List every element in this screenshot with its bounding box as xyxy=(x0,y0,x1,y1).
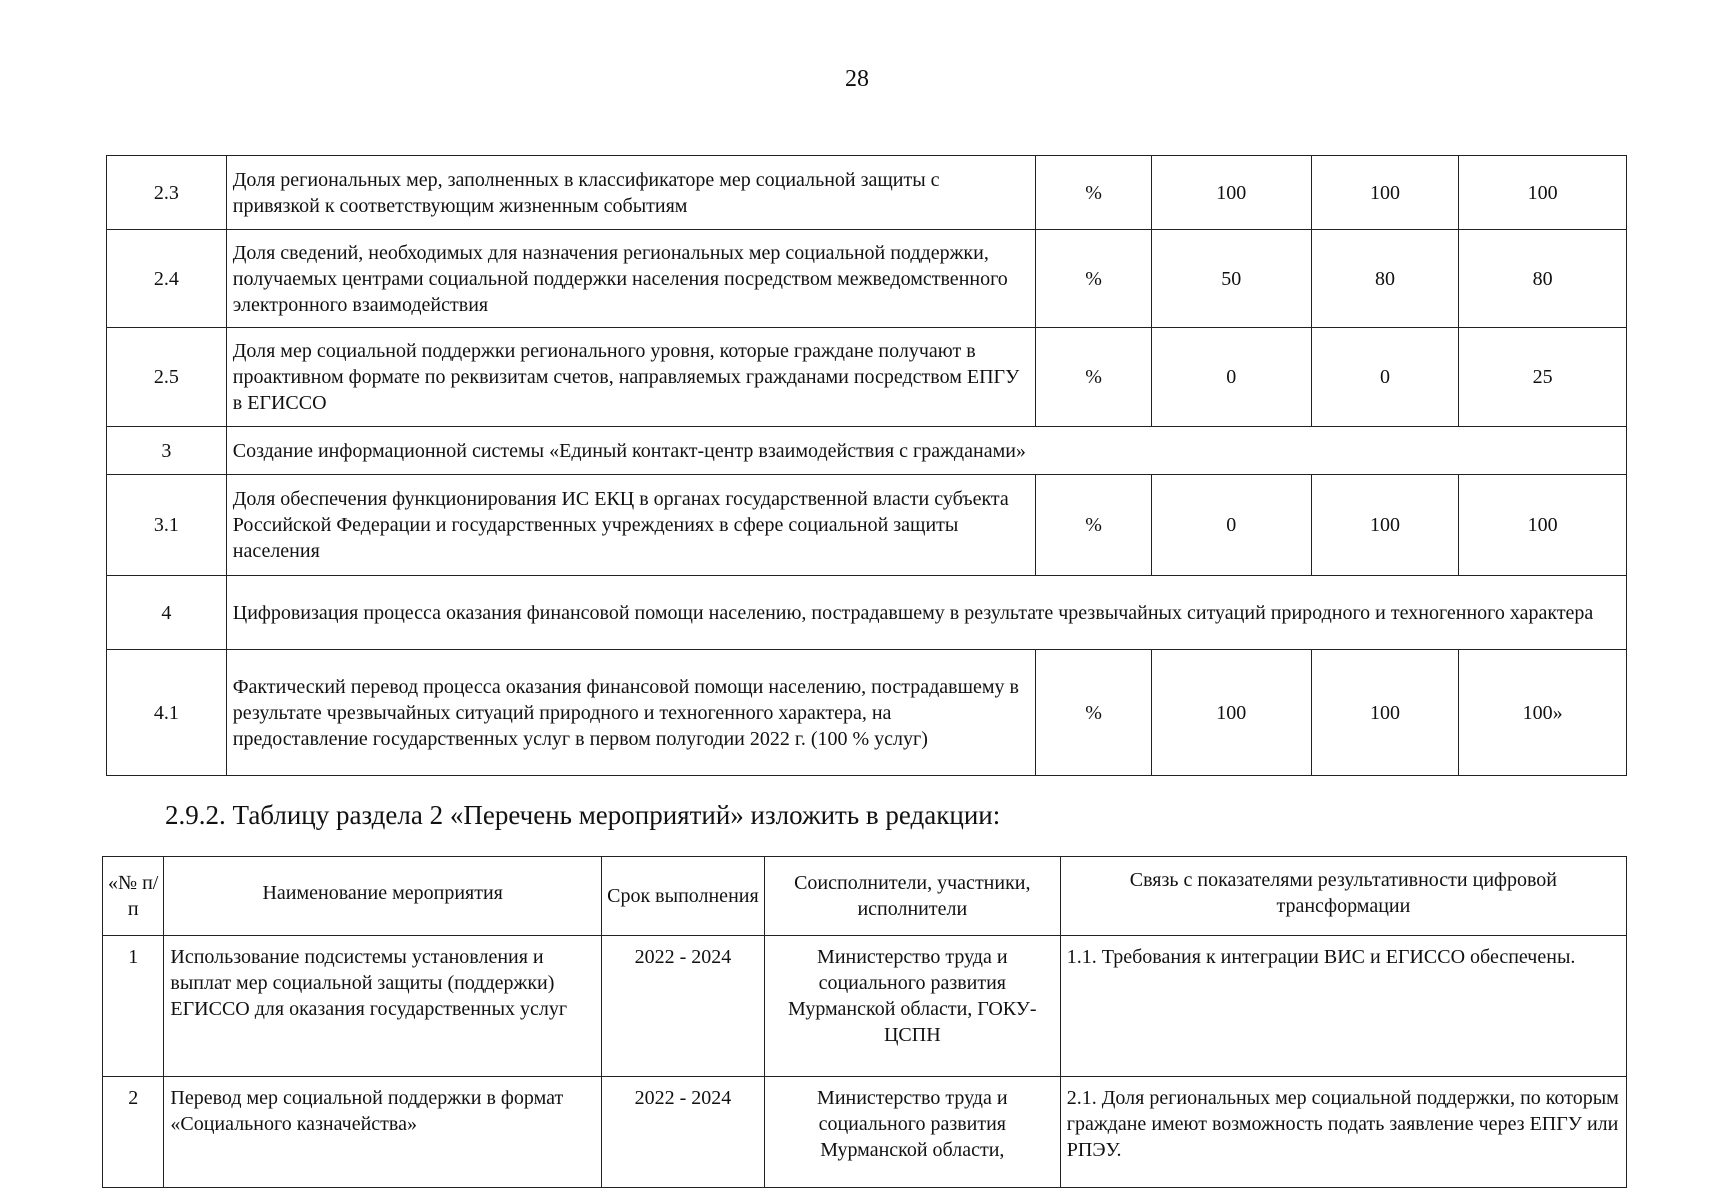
value-cell: 100 xyxy=(1311,156,1459,230)
value-cell: 80 xyxy=(1459,230,1627,328)
page-number: 28 xyxy=(845,66,869,92)
row-number: 3 xyxy=(107,427,227,475)
table-row xyxy=(107,475,1627,576)
unit-cell: % xyxy=(1036,475,1152,576)
activity-executors: Министерство труда и социального развития Мурманской области, ГОКУ-ЦСПН xyxy=(764,936,1060,1077)
row-number: 2.5 xyxy=(107,328,227,427)
header-num: «№ п/п xyxy=(103,857,164,936)
value-cell: 0 xyxy=(1151,328,1311,427)
value-cell: 80 xyxy=(1311,230,1459,328)
activity-term: 2022 - 2024 xyxy=(601,1077,764,1188)
header-executors: Соисполнители, участники, исполнители xyxy=(764,857,1060,936)
header-name: Наименование мероприятия xyxy=(164,857,602,936)
header-link: Связь с показателями результативности цифровой трансформации xyxy=(1060,857,1626,936)
table-header-row xyxy=(103,857,1627,936)
table-row xyxy=(107,427,1627,475)
indicator-name: Доля сведений, необходимых для назначения региональных мер социальной поддержки, получаемых центрами социальной поддержки населения посредством межведомственного электронного взаимодействия xyxy=(226,230,1035,328)
value-cell: 100 xyxy=(1459,475,1627,576)
table-row xyxy=(107,576,1627,650)
activity-executors: Министерство труда и социального развития Мурманской области, xyxy=(764,1077,1060,1188)
value-cell: 25 xyxy=(1459,328,1627,427)
indicator-name: Доля обеспечения функционирования ИС ЕКЦ в органах государственной власти субъекта Российской Федерации и государственных учреждениях в сфере социальной защиты населения xyxy=(226,475,1035,576)
indicator-name: Доля мер социальной поддержки регионального уровня, которые граждане получают в проактивном формате по реквизитам счетов, направляемых гражданами посредством ЕПГУ в ЕГИССО xyxy=(226,328,1035,427)
unit-cell: % xyxy=(1036,650,1152,776)
header-term: Срок выполнения xyxy=(601,857,764,936)
value-cell: 100 xyxy=(1311,475,1459,576)
row-number: 4.1 xyxy=(107,650,227,776)
value-cell: 0 xyxy=(1311,328,1459,427)
row-number: 2.3 xyxy=(107,156,227,230)
activity-link: 1.1. Требования к интеграции ВИС и ЕГИССО обеспечены. xyxy=(1060,936,1626,1077)
table-row xyxy=(107,328,1627,427)
value-cell: 100 xyxy=(1151,156,1311,230)
value-cell: 100 xyxy=(1459,156,1627,230)
activity-name: Перевод мер социальной поддержки в формат «Социального казначейства» xyxy=(164,1077,602,1188)
table-row xyxy=(107,156,1627,230)
row-number: 2 xyxy=(103,1077,164,1188)
activity-term: 2022 - 2024 xyxy=(601,936,764,1077)
indicators-table xyxy=(106,155,1627,776)
activity-link: 2.1. Доля региональных мер социальной поддержки, по которым граждане имеют возможность подать заявление через ЕПГУ или РПЭУ. xyxy=(1060,1077,1626,1188)
unit-cell: % xyxy=(1036,230,1152,328)
indicator-name: Доля региональных мер, заполненных в классификаторе мер социальной защиты с привязкой к соответствующим жизненным событиям xyxy=(226,156,1035,230)
table-row xyxy=(103,1077,1627,1188)
value-cell: 100» xyxy=(1459,650,1627,776)
value-cell: 0 xyxy=(1151,475,1311,576)
value-cell: 50 xyxy=(1151,230,1311,328)
section-heading: 2.9.2. Таблицу раздела 2 «Перечень мероприятий» изложить в редакции: xyxy=(165,800,1001,830)
table-row xyxy=(107,650,1627,776)
activity-name: Использование подсистемы установления и выплат мер социальной защиты (поддержки) ЕГИССО для оказания государственных услуг xyxy=(164,936,602,1077)
table-row xyxy=(103,936,1627,1077)
value-cell: 100 xyxy=(1311,650,1459,776)
row-number: 1 xyxy=(103,936,164,1077)
unit-cell: % xyxy=(1036,156,1152,230)
value-cell: 100 xyxy=(1151,650,1311,776)
section-name: Цифровизация процесса оказания финансовой помощи населению, пострадавшему в результате чрезвычайных ситуаций природного и техногенного характера xyxy=(226,576,1626,650)
row-number: 4 xyxy=(107,576,227,650)
activities-table xyxy=(102,856,1627,1188)
row-number: 2.4 xyxy=(107,230,227,328)
section-name: Создание информационной системы «Единый контакт-центр взаимодействия с гражданами» xyxy=(226,427,1626,475)
indicator-name: Фактический перевод процесса оказания финансовой помощи населению, пострадавшему в результате чрезвычайных ситуаций природного и техногенного характера, на предоставление государственных услуг в первом полугодии 2022 г. (100 % услуг) xyxy=(226,650,1035,776)
table-row xyxy=(107,230,1627,328)
row-number: 3.1 xyxy=(107,475,227,576)
unit-cell: % xyxy=(1036,328,1152,427)
